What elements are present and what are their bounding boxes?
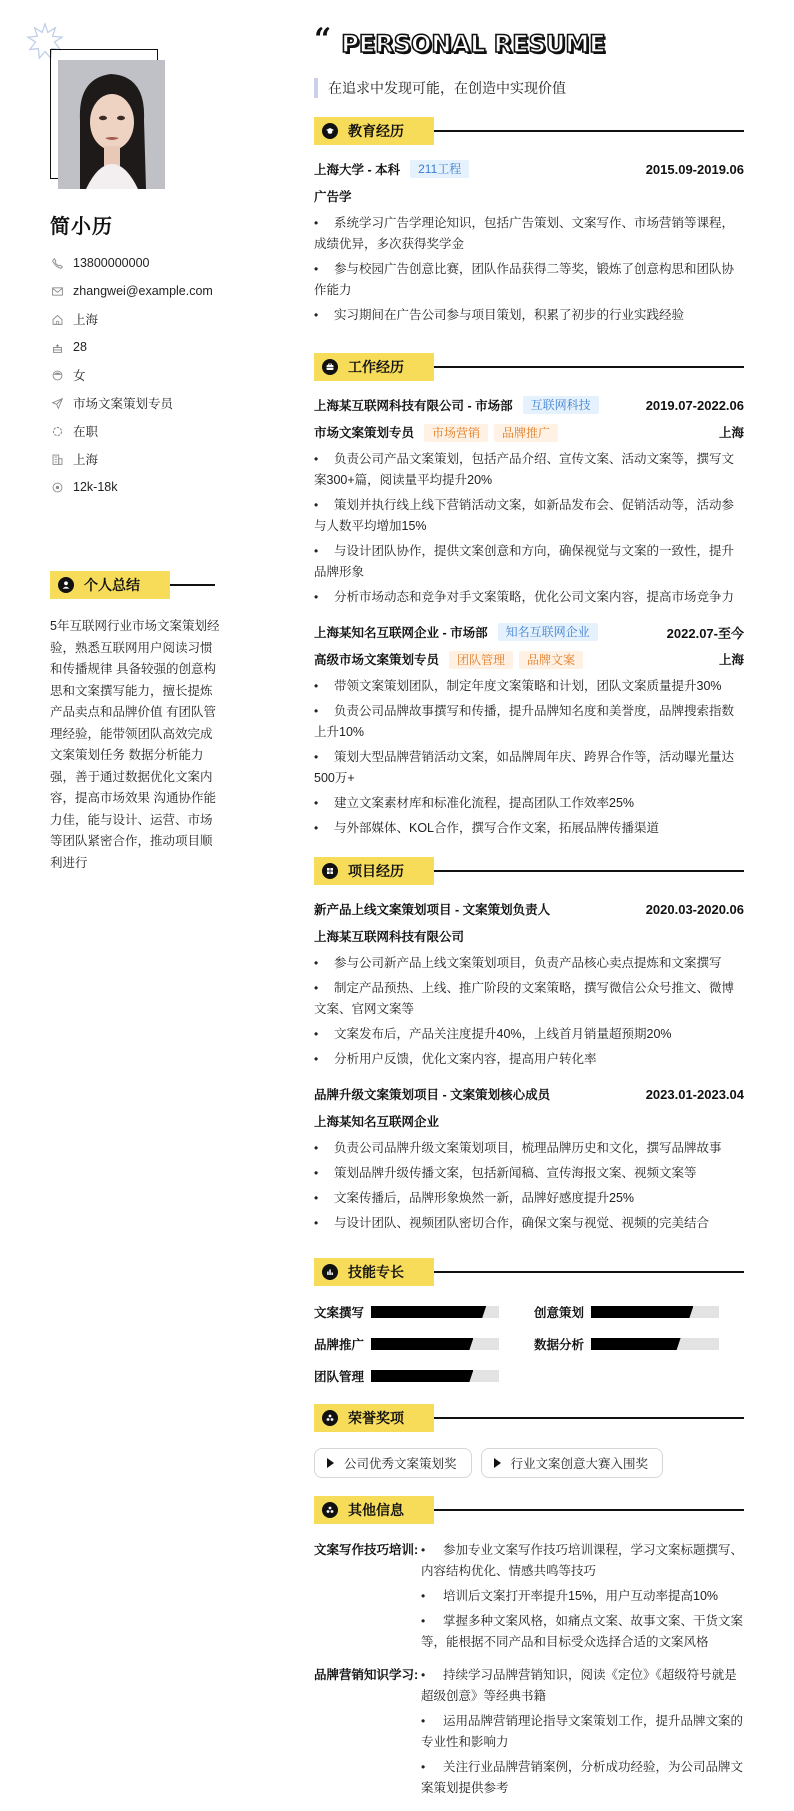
gender-value: 女 bbox=[73, 369, 86, 383]
skill-bar-fill bbox=[591, 1338, 681, 1350]
education-date: 2015.09-2019.06 bbox=[645, 161, 744, 177]
role-tag: 市场营销 bbox=[424, 424, 488, 442]
cake-icon bbox=[50, 340, 64, 354]
skill-bar bbox=[371, 1306, 499, 1318]
section-divider bbox=[434, 366, 744, 368]
project-entry-header bbox=[314, 1084, 744, 1104]
play-triangle-icon bbox=[327, 1458, 334, 1468]
section-divider bbox=[434, 870, 744, 872]
skill-name: 创意策划 bbox=[534, 1306, 585, 1320]
list-item: • 实习期间在广告公司参与项目策划，积累了初步的行业实践经验 bbox=[314, 305, 744, 326]
summary-section-header bbox=[50, 571, 215, 599]
skills-grid bbox=[314, 1302, 744, 1386]
other-title-tag bbox=[314, 1496, 434, 1524]
project-entry bbox=[314, 899, 744, 1070]
company-name: 上海某知名互联网企业 - 市场部 bbox=[314, 626, 488, 640]
other-info-bullets bbox=[421, 1665, 744, 1803]
skill-name: 品牌推广 bbox=[314, 1338, 365, 1352]
work-section bbox=[314, 353, 744, 843]
education-section-header bbox=[314, 117, 744, 145]
resume-title: PERSONAL RESUME bbox=[341, 30, 606, 58]
motto: 在追求中发现可能，在创造中实现价值 bbox=[314, 78, 566, 98]
list-item: • 策划品牌升级传播文案，包括新闻稿、宣传海报文案、视频文案等 bbox=[314, 1163, 744, 1184]
skill-item bbox=[314, 1334, 534, 1354]
bar-chart-icon bbox=[322, 1264, 338, 1280]
status-value: 在职 bbox=[73, 425, 99, 439]
salary-value: 12k-18k bbox=[73, 480, 118, 494]
skills-title: 技能专长 bbox=[348, 1264, 404, 1280]
list-item: • 与设计团队协作，提供文案创意和方向，确保视觉与文案的一致性，提升品牌形象 bbox=[314, 541, 744, 583]
section-divider bbox=[434, 1509, 744, 1511]
info-phone bbox=[50, 249, 213, 277]
projects-section bbox=[314, 857, 744, 1238]
list-item: • 与外部媒体、KOL合作，撰写合作文案，拓展品牌传播渠道 bbox=[314, 818, 744, 839]
status-icon bbox=[50, 424, 64, 438]
skill-item bbox=[534, 1334, 744, 1354]
location-value: 上海 bbox=[73, 313, 99, 327]
skill-bar bbox=[371, 1338, 499, 1350]
project-name: 品牌升级文案策划项目 - 文案策划核心成员 bbox=[314, 1088, 551, 1102]
skill-bar-fill bbox=[591, 1306, 693, 1318]
project-company-row bbox=[314, 1112, 744, 1132]
send-icon bbox=[50, 396, 64, 410]
work-entry-header bbox=[314, 395, 744, 415]
role-row bbox=[314, 650, 744, 670]
project-company: 上海某知名互联网企业 bbox=[314, 1115, 440, 1129]
skill-item bbox=[314, 1302, 534, 1322]
candidate-name: 简小历 bbox=[50, 216, 113, 238]
info-status bbox=[50, 417, 213, 445]
education-entry bbox=[314, 159, 744, 326]
awards-title: 荣誉奖项 bbox=[348, 1410, 404, 1426]
skill-bar-fill bbox=[371, 1370, 473, 1382]
list-item: • 参与校园广告创意比赛，团队作品获得二等奖，锻炼了创意构思和团队协作能力 bbox=[314, 259, 744, 301]
project-bullets bbox=[314, 953, 744, 1070]
other-section-header bbox=[314, 1496, 744, 1524]
quote-mark-icon: “ bbox=[314, 22, 332, 57]
award-chip bbox=[314, 1448, 472, 1478]
mail-icon bbox=[50, 284, 64, 298]
work-entry bbox=[314, 622, 744, 839]
skills-title-tag bbox=[314, 1258, 434, 1286]
skill-bar bbox=[591, 1306, 719, 1318]
portrait-icon bbox=[58, 60, 165, 189]
info-location bbox=[50, 305, 213, 333]
awards-title-tag bbox=[314, 1404, 434, 1432]
role-title: 高级市场文案策划专员 bbox=[314, 653, 440, 667]
other-info-row bbox=[314, 1665, 744, 1803]
major bbox=[314, 187, 744, 207]
skill-bar-fill bbox=[371, 1306, 486, 1318]
section-divider bbox=[434, 130, 744, 132]
skill-item bbox=[534, 1302, 744, 1322]
skills-section bbox=[314, 1258, 744, 1386]
education-title-tag bbox=[314, 117, 434, 145]
work-title: 工作经历 bbox=[348, 359, 404, 375]
work-date: 2019.07-2022.06 bbox=[645, 397, 744, 413]
education-title: 教育经历 bbox=[348, 123, 404, 139]
list-item: • 参与公司新产品上线文案策划项目，负责产品核心卖点提炼和文案撰写 bbox=[314, 953, 744, 974]
section-divider bbox=[434, 1271, 744, 1273]
project-date: 2020.03-2020.06 bbox=[645, 901, 744, 917]
list-item: • 掌握多种文案风格，如痛点文案、故事文案、干货文案等，能根据不同产品和目标受众选择合适的文案风格 bbox=[421, 1611, 744, 1653]
user-icon bbox=[58, 577, 74, 593]
school-name: 上海大学 - 本科 bbox=[314, 163, 401, 177]
age-value: 28 bbox=[73, 340, 87, 354]
info-email bbox=[50, 277, 213, 305]
play-triangle-icon bbox=[494, 1458, 501, 1468]
work-section-header bbox=[314, 353, 744, 381]
list-item: • 策划并执行线上线下营销活动文案，如新品发布会、促销活动等，活动参与人数平均增加15% bbox=[314, 495, 744, 537]
list-item: • 文案发布后，产品关注度提升40%，上线首月销量超预期20% bbox=[314, 1024, 744, 1045]
list-item: • 分析用户反馈，优化文案内容，提高用户转化率 bbox=[314, 1049, 744, 1070]
award-chip bbox=[481, 1448, 664, 1478]
skill-name: 团队管理 bbox=[314, 1370, 365, 1384]
other-info-bullets bbox=[421, 1540, 744, 1657]
summary-title: 个人总结 bbox=[84, 577, 140, 593]
skill-bar bbox=[371, 1370, 499, 1382]
position-value: 市场文案策划专员 bbox=[73, 397, 174, 411]
project-company-row bbox=[314, 927, 744, 947]
award-label: 行业文案创意大赛入围奖 bbox=[510, 1457, 649, 1471]
list-item: • 负责公司产品文案策划，包括产品介绍、宣传文案、活动文案等，撰写文案300+篇，阅读量平均提升20% bbox=[314, 449, 744, 491]
skill-bar-fill bbox=[371, 1338, 473, 1350]
school-tag: 211工程 bbox=[410, 160, 469, 178]
building-icon bbox=[50, 452, 64, 466]
list-item: • 负责公司品牌升级文案策划项目，梳理品牌历史和文化，撰写品牌故事 bbox=[314, 1138, 744, 1159]
gender-icon bbox=[50, 368, 64, 382]
work-bullets bbox=[314, 676, 744, 839]
list-item: • 文案传播后，品牌形象焕然一新，品牌好感度提升25% bbox=[314, 1188, 744, 1209]
left-sidebar bbox=[0, 0, 240, 1793]
list-item: • 系统学习广告学理论知识，包括广告策划、文案写作、市场营销等课程，成绩优异，多次获得奖学金 bbox=[314, 213, 744, 255]
info-cluster-icon bbox=[322, 1502, 338, 1518]
role-row bbox=[314, 423, 744, 443]
work-bullets bbox=[314, 449, 744, 608]
education-section bbox=[314, 117, 744, 330]
work-entry bbox=[314, 395, 744, 608]
project-bullets bbox=[314, 1138, 744, 1234]
education-entry-header bbox=[314, 159, 744, 179]
summary-text: 5年互联网行业市场文案策划经验，熟悉互联网用户阅读习惯和传播规律 具备较强的创意构思和文案撰写能力，擅长提炼产品卖点和品牌价值 有团队管理经验，能带领团队高效完成文案策划任务 数据分析能力强，善于通过数据优化文案内容，提高市场效果 沟通协作能力佳，能与设计、运营、市场等团队紧密合作，推动项目顺利进行 bbox=[50, 619, 220, 870]
info-age bbox=[50, 333, 213, 361]
company-name: 上海某互联网科技有限公司 - 市场部 bbox=[314, 399, 513, 413]
info-gender bbox=[50, 361, 213, 389]
email-value: zhangwei@example.com bbox=[73, 284, 213, 298]
awards-section-header bbox=[314, 1404, 744, 1432]
awards-list bbox=[314, 1448, 744, 1478]
projects-title: 项目经历 bbox=[348, 863, 404, 879]
info-position bbox=[50, 389, 213, 417]
phone-icon bbox=[50, 256, 64, 270]
list-item: • 建立文案素材库和标准化流程，提高团队工作效率25% bbox=[314, 793, 744, 814]
skill-name: 文案撰写 bbox=[314, 1306, 365, 1320]
list-item: • 负责公司品牌故事撰写和传播，提升品牌知名度和美誉度，品牌搜索指数上升10% bbox=[314, 701, 744, 743]
company-tag: 知名互联网企业 bbox=[498, 623, 598, 641]
project-entry-header bbox=[314, 899, 744, 919]
projects-title-tag bbox=[314, 857, 434, 885]
list-item: • 持续学习品牌营销知识，阅读《定位》《超级符号就是超级创意》等经典书籍 bbox=[421, 1665, 744, 1707]
project-date: 2023.01-2023.04 bbox=[645, 1086, 744, 1102]
role-tag: 品牌推广 bbox=[494, 424, 558, 442]
salary-icon bbox=[50, 480, 64, 494]
project-company: 上海某互联网科技有限公司 bbox=[314, 930, 465, 944]
work-date: 2022.07-至今 bbox=[666, 625, 744, 641]
contact-info-list bbox=[50, 249, 213, 501]
major-name: 广告学 bbox=[314, 190, 352, 204]
graduation-cap-icon bbox=[322, 123, 338, 139]
award-icon bbox=[322, 1410, 338, 1426]
briefcase-icon bbox=[322, 359, 338, 375]
other-info-list bbox=[314, 1540, 744, 1803]
resume-title-row bbox=[314, 22, 606, 58]
list-item: • 培训后文案打开率提升15%，用户互动率提高10% bbox=[421, 1586, 744, 1607]
list-item: • 策划大型品牌营销活动文案，如品牌周年庆、跨界合作等，活动曝光量达500万+ bbox=[314, 747, 744, 789]
list-item: • 带领文案策划团队，制定年度文案策略和计划，团队文案质量提升30% bbox=[314, 676, 744, 697]
list-item: • 关注行业品牌营销案例，分析成功经验，为公司品牌文案策划提供参考 bbox=[421, 1757, 744, 1799]
role-tag: 品牌文案 bbox=[519, 651, 583, 669]
skill-name: 数据分析 bbox=[534, 1338, 585, 1352]
work-location: 上海 bbox=[718, 653, 744, 667]
section-divider bbox=[434, 1417, 744, 1419]
phone-value: 13800000000 bbox=[73, 256, 150, 270]
company-tag: 互联网科技 bbox=[523, 396, 599, 414]
list-item: • 制定产品预热、上线、推广阶段的文案策略，撰写微信公众号推文、微博文案、官网文案等 bbox=[314, 978, 744, 1020]
awards-section bbox=[314, 1404, 744, 1478]
project-name: 新产品上线文案策划项目 - 文案策划负责人 bbox=[314, 903, 551, 917]
work-entry-header bbox=[314, 622, 744, 642]
list-item: • 参加专业文案写作技巧培训课程，学习文案标题撰写、内容结构优化、情感共鸣等技巧 bbox=[421, 1540, 744, 1582]
projects-section-header bbox=[314, 857, 744, 885]
home-icon bbox=[50, 312, 64, 326]
work-city-value: 上海 bbox=[73, 453, 99, 467]
skills-section-header bbox=[314, 1258, 744, 1286]
skill-item bbox=[314, 1366, 534, 1386]
info-work-city bbox=[50, 445, 213, 473]
other-info-label: 品牌营销知识学习: bbox=[314, 1668, 419, 1682]
list-item: • 分析市场动态和竞争对手文案策略，优化公司文案内容，提高市场竞争力 bbox=[314, 587, 744, 608]
other-info-label: 文案写作技巧培训: bbox=[314, 1543, 419, 1557]
role-tag: 团队管理 bbox=[449, 651, 513, 669]
other-title: 其他信息 bbox=[348, 1502, 404, 1518]
avatar-photo bbox=[58, 60, 165, 189]
work-location: 上海 bbox=[718, 426, 744, 440]
other-info-section bbox=[314, 1496, 744, 1811]
summary-title-tag bbox=[50, 571, 170, 599]
section-divider bbox=[170, 584, 215, 586]
award-label: 公司优秀文案策划奖 bbox=[344, 1457, 457, 1471]
list-item: • 运用品牌营销理论指导文案策划工作，提升品牌文案的专业性和影响力 bbox=[421, 1711, 744, 1753]
list-item: • 与设计团队、视频团队密切合作，确保文案与视觉、视频的完美结合 bbox=[314, 1213, 744, 1234]
education-bullets bbox=[314, 213, 744, 326]
skill-bar bbox=[591, 1338, 719, 1350]
role-title: 市场文案策划专员 bbox=[314, 426, 415, 440]
project-entry bbox=[314, 1084, 744, 1234]
grid-icon bbox=[322, 863, 338, 879]
work-title-tag bbox=[314, 353, 434, 381]
info-salary bbox=[50, 473, 213, 501]
other-info-row bbox=[314, 1540, 744, 1657]
